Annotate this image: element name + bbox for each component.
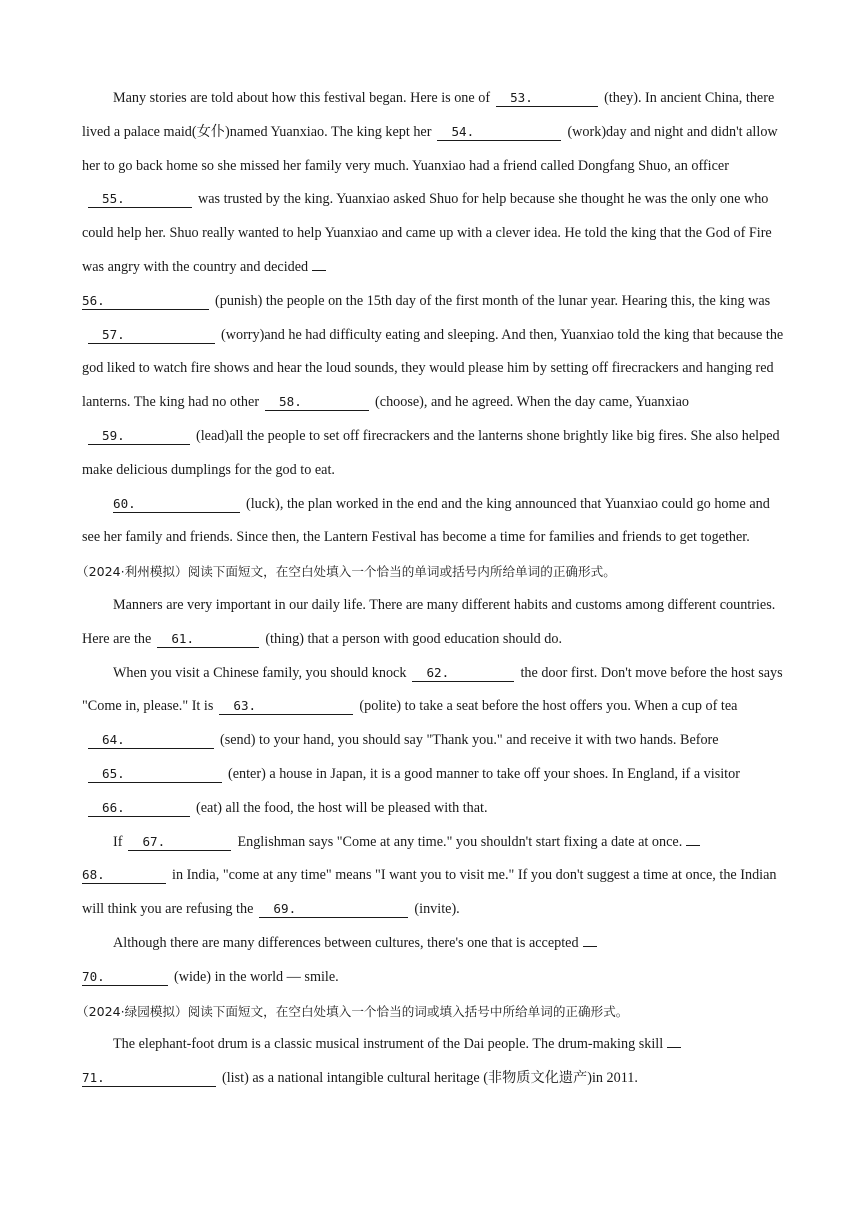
blank-stub <box>667 1047 681 1048</box>
blank-67: 67. <box>128 834 231 851</box>
blank-70: 70. <box>82 969 168 986</box>
blank-66: 66. <box>88 800 190 817</box>
text: (thing) that a person with good education should do. <box>265 630 563 647</box>
text: was trusted by the king. Yuanxiao asked Shuo for help because she thought he was the only one who could help her. Shuo really wanted to help Yuanxiao and came up with a clever idea. He told the king that the God of Fire was angry with the country and decided <box>82 191 772 275</box>
blank-60: 60. <box>113 496 240 513</box>
blank-69: 69. <box>259 901 408 918</box>
blank-stub <box>583 946 597 947</box>
blank-65: 65. <box>88 766 222 783</box>
text: (work)day and night and didn't allow her to go back home so she missed her family very much. Yuanxiao had a friend called Dongfang Shuo, an officer <box>82 123 778 174</box>
document-content <box>76 82 786 1096</box>
text: Many stories are told about how this festival began. Here is one of <box>113 90 491 106</box>
blank-57: 57. <box>88 327 215 344</box>
blank-59: 59. <box>88 428 190 445</box>
text: If <box>113 833 123 850</box>
text: (luck), the plan worked in the end and the king announced that Yuanxiao could go home and see her family and friends. Since then, the Lantern Festival has become a time for families and friends to get together. <box>82 495 770 546</box>
text: The elephant-foot drum is a classic musical instrument of the Dai people. The drum-making skill <box>113 1036 664 1053</box>
blank-56: 56. <box>82 293 209 310</box>
blank-61: 61. <box>157 631 259 648</box>
blank-53: 53. <box>496 90 598 107</box>
story-paragraph-1 <box>82 82 786 488</box>
drum-paragraph-1 <box>82 1028 786 1096</box>
text: When you visit a Chinese family, you should knock <box>113 664 407 681</box>
text: (eat) all the food, the host will be pleased with that. <box>196 799 488 816</box>
blank-55: 55. <box>88 191 192 208</box>
blank-68: 68. <box>82 867 166 884</box>
blank-stub <box>312 270 326 271</box>
text: (list) as a national intangible cultural heritage (非物质文化遗产)in 2011. <box>222 1070 638 1087</box>
manners-paragraph-4 <box>82 927 786 995</box>
blank-63: 63. <box>219 698 353 715</box>
story-paragraph-2 <box>82 488 786 556</box>
text: in India, "come at any time" means "I want you to visit me." If you don't suggest a time at once, the Indian will think you are refusing the <box>82 867 777 918</box>
manners-paragraph-2 <box>82 657 786 826</box>
blank-54: 54. <box>437 124 561 141</box>
text: (send) to your hand, you should say "Thank you." and receive it with two hands. Before <box>220 732 719 749</box>
text: (wide) in the world — smile. <box>174 968 339 985</box>
blank-64: 64. <box>88 732 214 749</box>
blank-58: 58. <box>265 394 369 411</box>
text: (lead)all the people to set off firecrackers and the lanterns shone brightly like big fires. She also helped make delicious dumplings for the god to eat. <box>82 427 780 478</box>
text: (they). In ancient China, there lived a palace maid(女仆)named Yuanxiao. The king kept her <box>82 90 775 140</box>
text: (invite). <box>414 901 460 918</box>
text: (punish) the people on the 15th day of the first month of the lunar year. Hearing this, the king was <box>215 292 771 309</box>
manners-paragraph-1 <box>82 589 786 657</box>
text: (polite) to take a seat before the host offers you. When a cup of tea <box>359 698 738 715</box>
blank-71: 71. <box>82 1070 216 1087</box>
section-source-label: （2024·利州模拟）阅读下面短文，在空白处填入一个恰当的单词或括号内所给单词的正确形式。 <box>76 564 616 580</box>
manners-paragraph-3 <box>82 826 786 927</box>
text: (worry)and he had difficulty eating and sleeping. And then, Yuanxiao told the king that because the god liked to watch fire shows and hear the loud sounds, they would please him by setting off firecrackers and hanging red lanterns. The king had no other <box>82 326 784 411</box>
text: Englishman says "Come at any time." you shouldn't start fixing a date at once. <box>237 833 683 850</box>
blank-62: 62. <box>412 665 514 682</box>
text: (choose), and he agreed. When the day came, Yuanxiao <box>375 394 690 411</box>
blank-stub <box>686 845 700 846</box>
section-source-label: （2024·绿园模拟）阅读下面短文，在空白处填入一个恰当的词或填入括号中所给单词的正确形式。 <box>76 1003 629 1019</box>
text: Although there are many differences between cultures, there's one that is accepted <box>113 934 579 951</box>
text: Manners are very important in our daily life. There are many different habits and customs among different countries. Here are the <box>82 596 776 647</box>
text: the door first. Don't move before the host says "Come in, please." It is <box>82 664 783 715</box>
text: (enter) a house in Japan, it is a good manner to take off your shoes. In England, if a visitor <box>228 765 740 782</box>
